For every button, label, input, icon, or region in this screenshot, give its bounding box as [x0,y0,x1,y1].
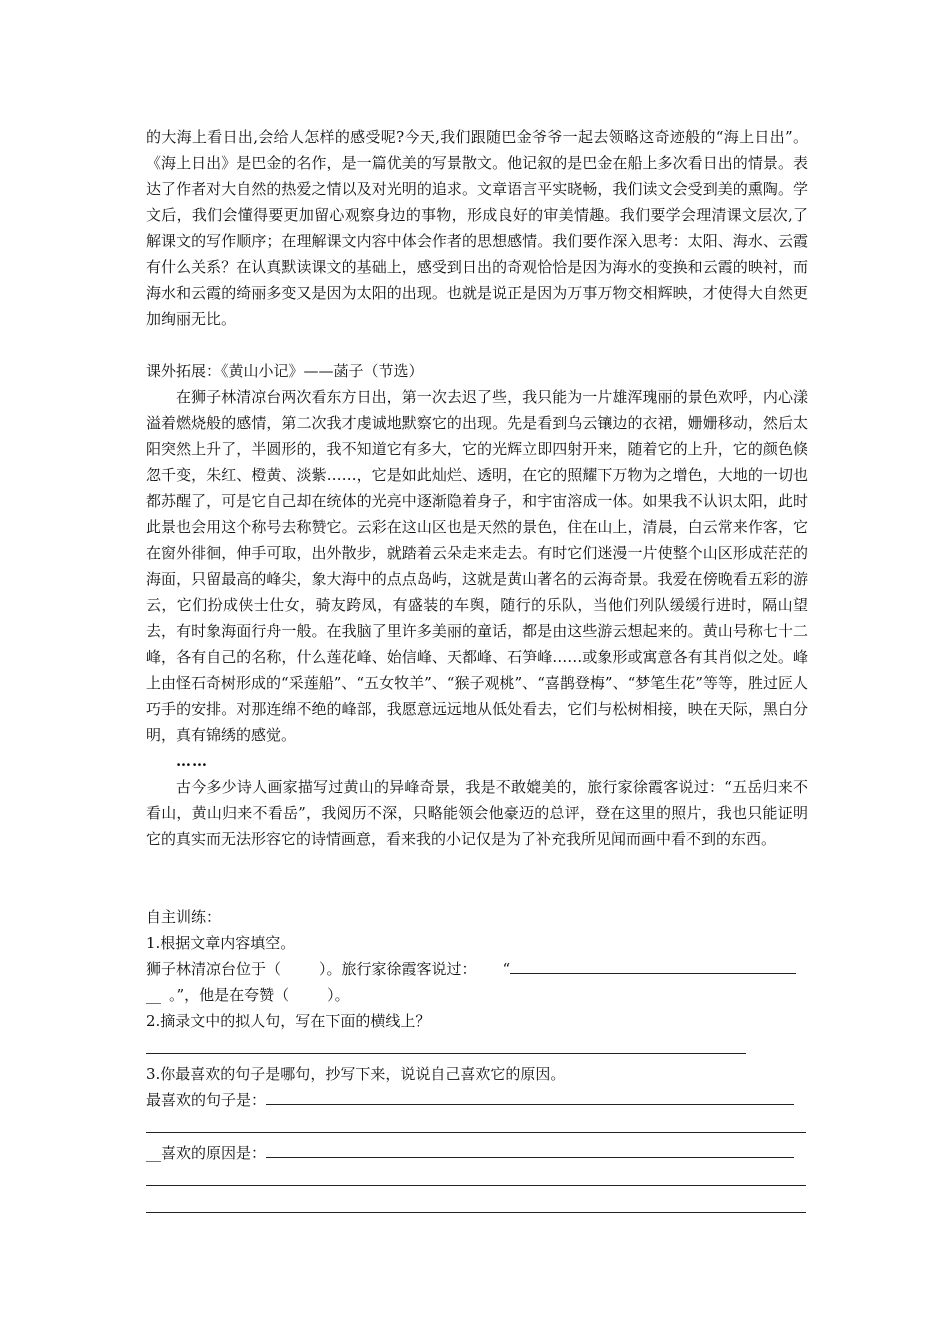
exercise-title: 自主训练： [146,908,222,926]
q3-favorite-row [146,1087,808,1113]
q3-favorite-line-2[interactable] [146,1113,806,1133]
q3-reason-line-3[interactable] [146,1193,806,1213]
spacer [146,852,808,904]
extension-paragraph-1: 在狮子林清凉台两次看东方日出，第一次去迟了些，我只能为一片雄浑瑰丽的景色欢呼，内心漾溢着燃烧般的感情，第二次我才虔诚地默察它的出现。先是看到乌云镶边的衣裙，姗姗移动，然后太阳突然上升了，半圆形的，我不知道它有多大，它的光辉立即四射开来，随着它的上升，它的颜色倏忽千变，朱红、橙黄、淡紫……，它是如此灿烂、透明，在它的照耀下万物为之增色，大地的一切也都苏醒了，可是它自己却在统体的光亮中逐渐隐着身子，和宇宙溶成一体。如果我不认识太阳，此时此景也会用这个称号去称赞它。云彩在这山区也是天然的景色，住在山上，清晨，白云常来作客，它在窗外徘徊，伸手可取，出外散步，就踏着云朵走来走去。有时它们迷漫一片使整个山区形成茫茫的海面，只留最高的峰尖，象大海中的点点岛屿，这就是黄山著名的云海奇景。我爱在傍晚看五彩的游云，它们扮成侠士仕女，骑友跨凤，有盛装的车舆，随行的乐队，当他们列队缓缓行进时，隔山望去，有时象海面行舟一般。在我脑了里许多美丽的童话，都是由这些游云想起来的。黄山号称七十二峰，各有自己的名称，什么莲花峰、始信峰、天都峰、石笋峰……或象形或寓意各有其肖似之处。峰上由怪石奇树形成的“采莲船”、“五女牧羊”、“猴子观桃”、“喜鹊登梅”、“梦笔生花”等等，胜过匠人巧手的安排。对那连绵不绝的峰部，我愿意远远地从低处看去，它们与松树相接，映在天际，黑白分明，真有锦绣的感觉。 [146,388,808,744]
question-1-prompt: 1.根据文章内容填空。 [146,934,296,952]
q3-reason-blank[interactable] [266,1141,794,1158]
q3-favorite-blank[interactable] [266,1088,794,1105]
q1-text-b: ）。旅行家徐霞客说过： [319,960,477,978]
q3-favorite-label: 最喜欢的句子是： [146,1091,267,1109]
extension-ellipsis: …… [176,752,208,770]
q2-answer-line[interactable] [146,1034,746,1054]
extension-paragraph-2: 古今多少诗人画家描写过黄山的异峰奇景，我是不敢媲美的，旅行家徐霞客说过：“五岳归来不看山，黄山归来不看岳”，我阅历不深，只略能领会他豪迈的总评，登在这里的照片，我也只能证明它的真实而无法形容它的诗情画意，看来我的小记仅是为了补充我所见闻而画中看不到的东西。 [146,778,808,848]
question-1-line-2 [146,982,808,1008]
question-2-prompt: 2.摘录文中的拟人句，写在下面的横线上？ [146,1012,431,1030]
q1-text-f: ）。 [327,986,350,1004]
document-page [146,124,808,1220]
question-3-prompt: 3.你最喜欢的句子是哪句，抄写下来，说说自己喜欢它的原因。 [146,1065,566,1083]
q1-text-d: __ [146,986,161,1004]
q1-text-e: 。”，他是在夸赞（ [169,986,290,1004]
intro-paragraph: 的大海上看日出,会给人怎样的感受呢?今天,我们跟随巴金爷爷一起去领略这奇迹般的“海上日出”。《海上日出》是巴金的名作，是一篇优美的写景散文。他记叙的是巴金在船上多次看日出的情景。表达了作者对大自然的热爱之情以及对光明的追求。文章语言平实晓畅，我们读文会受到美的熏陶。学文后，我们会懂得要更加留心观察身边的事物，形成良好的审美情趣。我们要学会理清课文层次,了解课文的写作顺序；在理解课文内容中体会作者的思想感情。我们要作深入思考：太阳、海水、云霞有什么关系？在认真默读课文的基础上，感受到日出的奇观恰恰是因为海水的变换和云霞的映衬，而海水和云霞的绮丽多变又是因为太阳的出现。也就是说正是因为万事万物交相辉映，才使得大自然更加绚丽无比。 [146,128,808,328]
extension-heading: 课外拓展：《黄山小记》——菡子（节选） [146,362,424,380]
q3-reason-prefix: __ [146,1144,161,1162]
q3-reason-row [146,1140,808,1166]
question-1-line-1 [146,956,808,982]
q3-reason-line-2[interactable] [146,1166,806,1186]
q3-reason-label: 喜欢的原因是： [161,1144,267,1162]
spacer [146,332,808,358]
q1-text-a: 狮子林清凉台位于（ [146,960,282,978]
q1-text-c: “ [502,960,511,978]
q1-blank-quote[interactable] [510,957,796,974]
